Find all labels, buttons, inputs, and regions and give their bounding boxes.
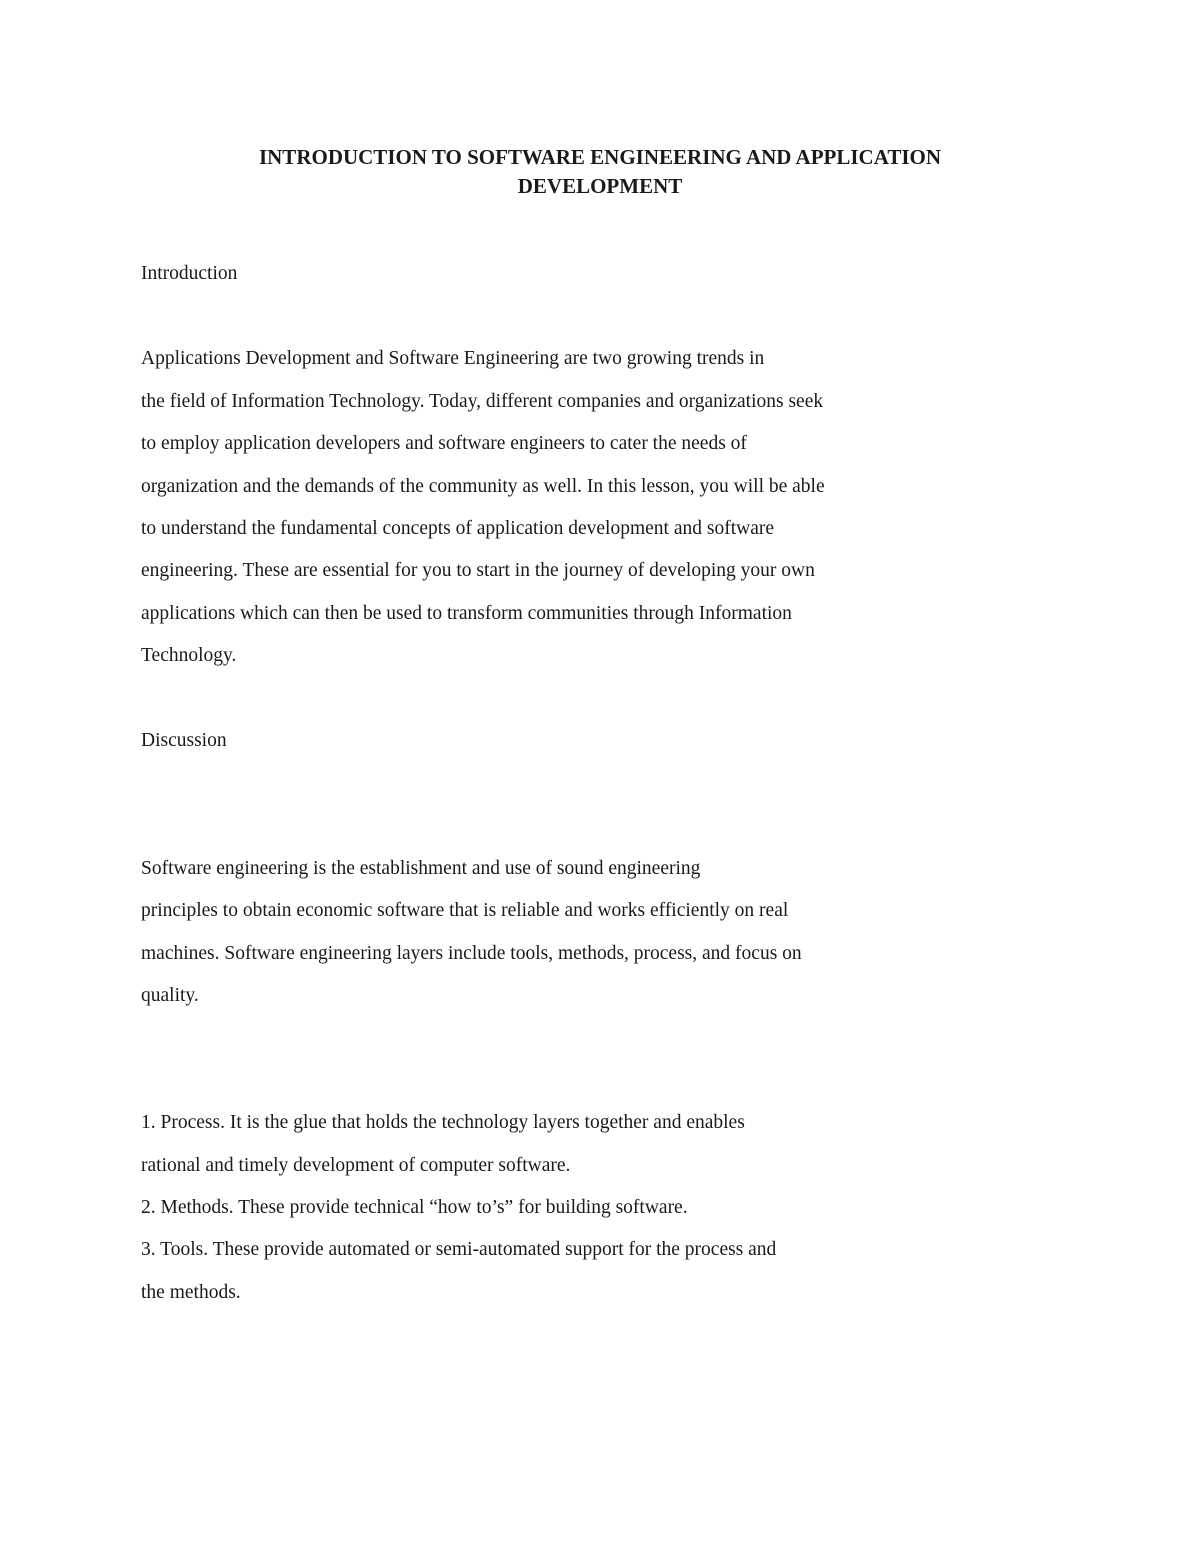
introduction-line-5: to understand the fundamental concepts of application development and software [141,518,774,539]
introduction-line-2: the field of Information Technology. Today, different companies and organizations seek [141,391,824,412]
document-title-line-2: DEVELOPMENT [517,174,683,198]
introduction-line-3: to employ application developers and software engineers to cater the needs of [141,433,747,454]
introduction-line-4: organization and the demands of the community as well. In this lesson, you will be able [141,476,825,497]
discussion-heading: Discussion [141,730,227,751]
list-item-tools-line-2: the methods. [141,1282,241,1303]
discussion-line-1: Software engineering is the establishment and use of sound engineering [141,858,701,879]
list-item-process-line-1: 1. Process. It is the glue that holds the technology layers together and enables [141,1112,745,1133]
discussion-line-2: principles to obtain economic software that is reliable and works efficiently on real [141,900,789,921]
discussion-line-3: machines. Software engineering layers include tools, methods, process, and focus on [141,943,802,964]
introduction-line-6: engineering. These are essential for you to start in the journey of developing your own [141,560,815,581]
introduction-heading: Introduction [141,263,238,284]
introduction-line-8: Technology. [141,645,237,666]
discussion-line-4: quality. [141,985,199,1006]
introduction-line-1: Applications Development and Software Engineering are two growing trends in [141,348,765,369]
introduction-line-7: applications which can then be used to transform communities through Information [141,603,792,624]
list-item-tools-line-1: 3. Tools. These provide automated or semi-automated support for the process and [141,1239,777,1260]
document-title-line-1: INTRODUCTION TO SOFTWARE ENGINEERING AND APPLICATION [258,145,942,169]
list-item-process-line-2: rational and timely development of computer software. [141,1155,571,1176]
list-item-methods: 2. Methods. These provide technical “how to’s” for building software. [141,1197,688,1218]
